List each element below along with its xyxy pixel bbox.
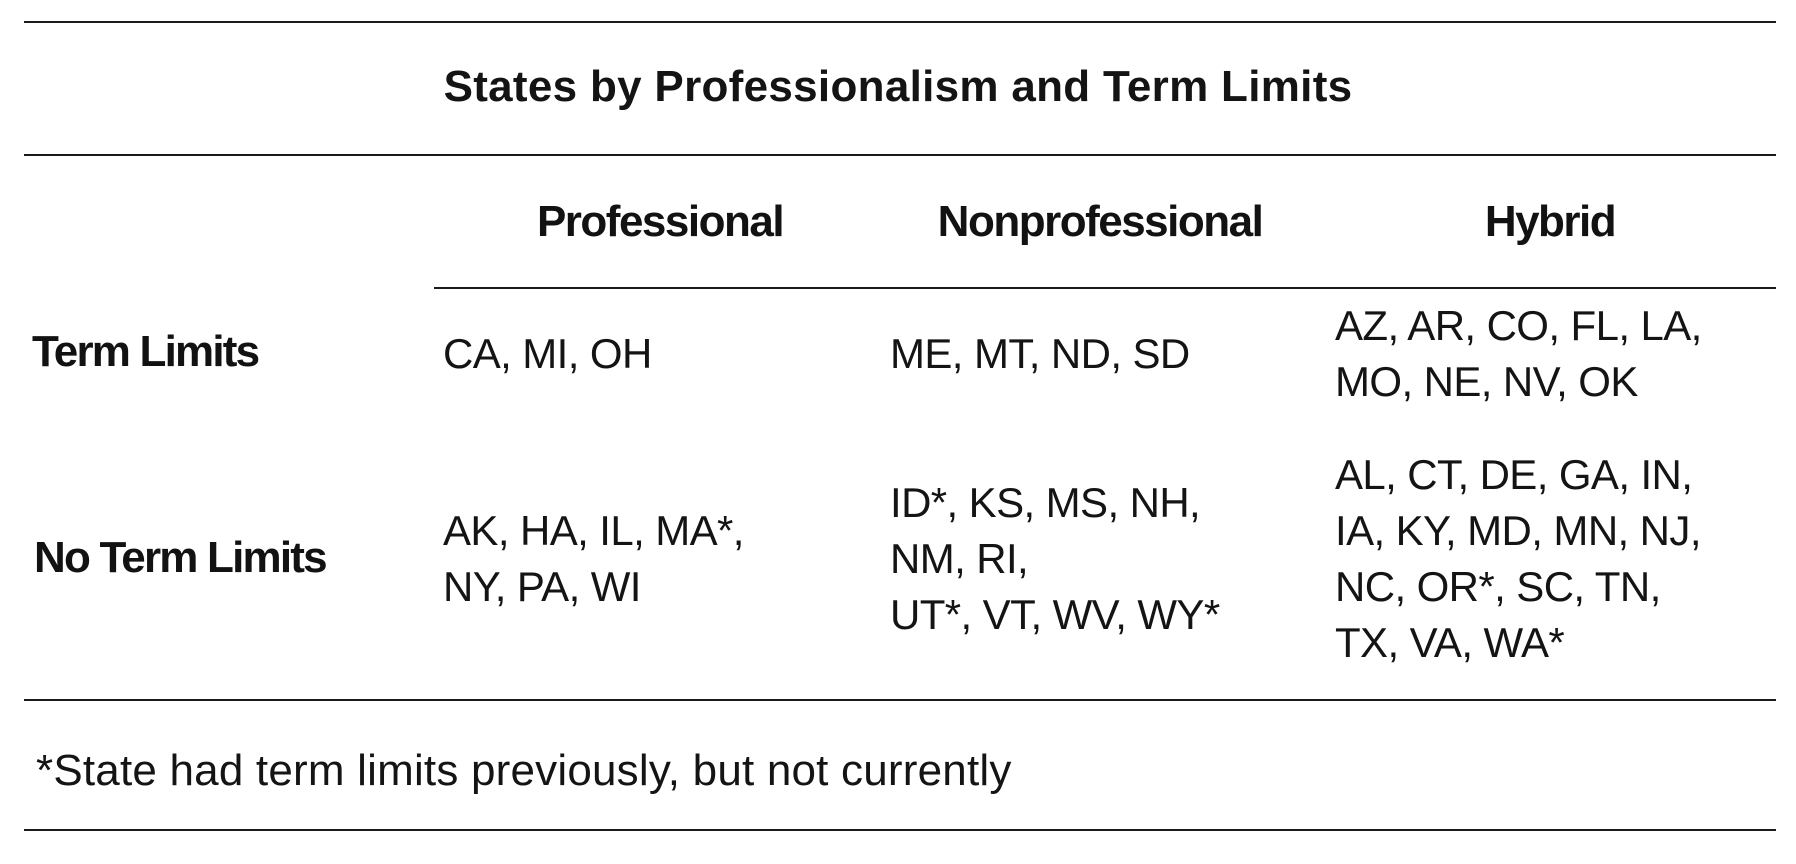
cell-line: AL, CT, DE, GA, IN, <box>1335 451 1693 498</box>
column-header-nonprofessional: Nonprofessional <box>937 197 1263 246</box>
cell-line: CA, MI, OH <box>443 330 652 377</box>
cell-no-term-limits-professional <box>443 503 744 615</box>
cell-line: IA, KY, MD, MN, NJ, <box>1335 507 1701 554</box>
row-header-no-term-limits: No Term Limits <box>34 533 326 582</box>
cell-line: ID*, KS, MS, NH, <box>890 479 1201 526</box>
cell-term-limits-professional <box>443 326 652 382</box>
column-header-hybrid: Hybrid <box>1484 197 1616 246</box>
cell-line: UT*, VT, WV, WY* <box>890 591 1220 638</box>
cell-line: TX, VA, WA* <box>1335 619 1565 666</box>
cell-line: NY, PA, WI <box>443 563 641 610</box>
cell-line: MO, NE, NV, OK <box>1335 358 1638 405</box>
cell-no-term-limits-nonprofessional <box>890 475 1220 643</box>
cell-line: AK, HA, IL, MA*, <box>443 507 744 554</box>
row-header-term-limits: Term Limits <box>32 327 259 376</box>
top-rule <box>24 21 1776 23</box>
footnote: *State had term limits previously, but not currently <box>36 746 1012 795</box>
cell-line: ME, MT, ND, SD <box>890 330 1190 377</box>
title-bottom-rule <box>24 154 1776 156</box>
cell-term-limits-nonprofessional <box>890 326 1190 382</box>
table-bottom-rule <box>24 699 1776 701</box>
cell-line: AZ, AR, CO, FL, LA, <box>1335 302 1702 349</box>
footnote-bottom-rule <box>24 829 1776 831</box>
column-header-professional: Professional <box>536 197 784 246</box>
cell-line: NM, RI, <box>890 535 1029 582</box>
cell-line: NC, OR*, SC, TN, <box>1335 563 1661 610</box>
cell-term-limits-hybrid <box>1335 298 1702 410</box>
column-header-rule <box>434 287 1776 289</box>
cell-no-term-limits-hybrid <box>1335 447 1701 671</box>
table-title: States by Professionalism and Term Limits <box>443 62 1353 111</box>
